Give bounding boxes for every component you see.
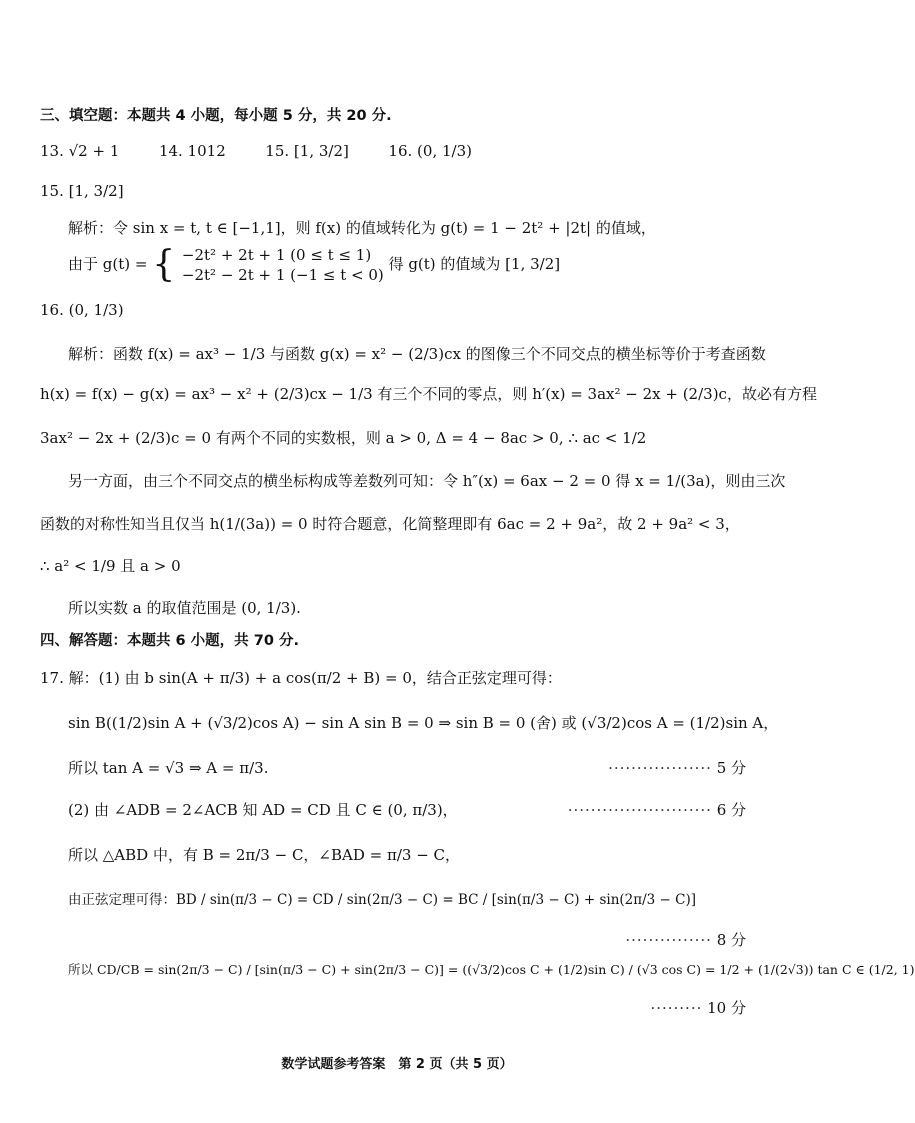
q16-line1: 解析：函数 f(x) = ax³ − 1/3 与函数 g(x) = x² − (2/3)cx 的图像三个不同交点的横坐标等价于考查函数 bbox=[68, 345, 766, 363]
leader-dots: ························· bbox=[567, 801, 712, 819]
section3-heading: 三、填空题：本题共 4 小题，每小题 5 分，共 20 分. bbox=[40, 108, 392, 124]
leader-dots: ··············· bbox=[625, 931, 712, 949]
score-5-label: 5 分 bbox=[716, 759, 746, 777]
leader-dots: ·················· bbox=[608, 759, 712, 777]
page-footer: 数学试题参考答案 第 2 页（共 5 页） bbox=[281, 1057, 513, 1072]
answer-14: 14. 1012 bbox=[158, 142, 226, 160]
q15-line2-prefix: 由于 g(t) = bbox=[68, 255, 148, 273]
piecewise-cases bbox=[182, 245, 384, 285]
q17-line3: 所以 tan A = √3 ⇒ A = π/3. bbox=[68, 759, 269, 777]
case-1: −2t² + 2t + 1 (0 ≤ t ≤ 1) bbox=[181, 246, 372, 264]
score-8-label: 8 分 bbox=[716, 931, 746, 949]
score-10-label: 10 分 bbox=[707, 999, 746, 1017]
answer-13: 13. √2 + 1 bbox=[40, 142, 120, 160]
q17-line2: sin B((1/2)sin A + (√3/2)cos A) − sin A sin B = 0 ⇒ sin B = 0 (舍) 或 (√3/2)cos A = (1/2)sin A， bbox=[68, 714, 779, 732]
q16-line7: 所以实数 a 的取值范围是 (0, 1/3). bbox=[68, 599, 301, 617]
q16-line6: ∴ a² < 1/9 且 a > 0 bbox=[40, 557, 181, 575]
score-6-label: 6 分 bbox=[716, 801, 746, 819]
q17-line4: (2) 由 ∠ADB = 2∠ACB 知 AD = CD 且 C ∈ (0, π/3)， bbox=[68, 801, 458, 819]
q15-label: 15. [1, 3/2] bbox=[40, 182, 124, 200]
answer-15: 15. [1, 3/2] bbox=[265, 142, 349, 160]
q16-label: 16. (0, 1/3) bbox=[40, 301, 124, 319]
answer-16: 16. (0, 1/3) bbox=[388, 142, 472, 160]
section4-heading: 四、解答题：本题共 6 小题，共 70 分. bbox=[40, 633, 299, 649]
q16-line5: 函数的对称性知当且仅当 h(1/(3a)) = 0 时符合题意，化简整理即有 6ac = 2 + 9a²，故 2 + 9a² < 3， bbox=[40, 515, 740, 533]
q15-line1: 解析：令 sin x = t, t ∈ [−1,1]，则 f(x) 的值域转化为 g(t) = 1 − 2t² + |2t| 的值域， bbox=[68, 219, 656, 237]
q16-line2: h(x) = f(x) − g(x) = ax³ − x² + (2/3)cx − 1/3 有三个不同的零点，则 h′(x) = 3ax² − 2x + (2/3)c，故必有方程 bbox=[40, 385, 817, 403]
score-8 bbox=[625, 930, 746, 950]
q16-line4: 另一方面，由三个不同交点的横坐标构成等差数列可知：令 h″(x) = 6ax − 2 = 0 得 x = 1/(3a)，则由三次 bbox=[68, 472, 786, 490]
fill-in-answers bbox=[40, 141, 472, 161]
left-brace: { bbox=[152, 244, 176, 285]
q15-line2 bbox=[68, 242, 560, 287]
score-10 bbox=[650, 998, 746, 1018]
q17-line1: 17. 解：(1) 由 b sin(A + π/3) + a cos(π/2 + B) = 0，结合正弦定理可得： bbox=[40, 669, 562, 687]
leader-dots: ········· bbox=[650, 999, 703, 1017]
score-6 bbox=[568, 800, 746, 820]
q16-line3: 3ax² − 2x + (2/3)c = 0 有两个不同的实数根，则 a > 0, Δ = 4 − 8ac > 0, ∴ ac < 1/2 bbox=[40, 429, 647, 447]
q15-line2-suffix: 得 g(t) 的值域为 [1, 3/2] bbox=[388, 255, 561, 273]
q17-line5: 所以 △ABD 中，有 B = 2π/3 − C，∠BAD = π/3 − C， bbox=[68, 846, 461, 864]
q17-line6: 由正弦定理可得：BD / sin(π/3 − C) = CD / sin(2π/3 − C) = BC / [sin(π/3 − C) + sin(2π/3 − C)] bbox=[68, 892, 697, 908]
score-5 bbox=[608, 758, 746, 778]
q17-line7: 所以 CD/CB = sin(2π/3 − C) / [sin(π/3 − C) + sin(2π/3 − C)] = ((√3/2)cos C + (1/2)sin C) / (√3 cos C) = 1/2 + (1/(2√3)) tan C ∈ (1/2, 1) bbox=[68, 962, 915, 977]
case-2: −2t² − 2t + 1 (−1 ≤ t < 0) bbox=[181, 266, 384, 284]
